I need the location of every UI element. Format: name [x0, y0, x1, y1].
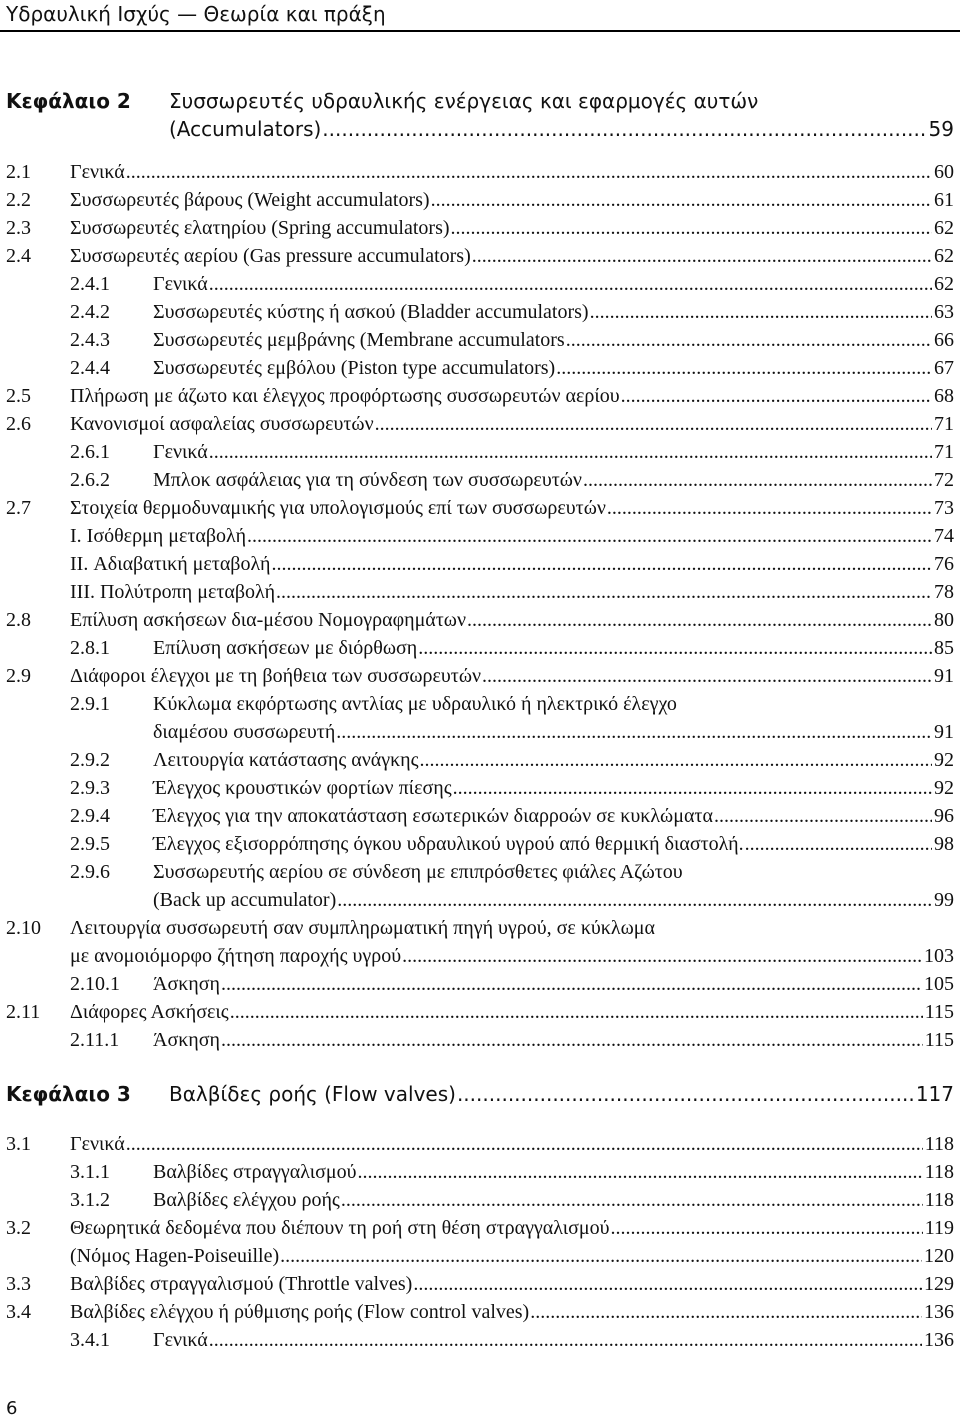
toc-entry[interactable]: [0, 1242, 960, 1270]
dot-leader: [607, 494, 932, 522]
dot-leader: [209, 1326, 922, 1354]
toc-entry-number: 2.3: [6, 217, 31, 239]
dot-leader: [418, 634, 932, 662]
toc-entry-title: Συσσωρευτές βάρους (Weight accumulators): [70, 189, 430, 211]
toc-entry-page: 118: [924, 1133, 954, 1155]
dot-leader: [413, 1270, 922, 1298]
toc-entry-number: 2.9.2: [70, 749, 110, 771]
toc-entry-number: 2.9.5: [70, 833, 110, 855]
dot-leader: [276, 578, 932, 606]
toc-entry-number: 3.1: [6, 1133, 31, 1155]
toc-entry-page: 71: [934, 413, 954, 435]
toc-entry-number: 3.3: [6, 1273, 31, 1295]
toc-entry[interactable]: [0, 522, 960, 550]
toc-entry-title: II. Αδιαβατική μεταβολή: [70, 553, 271, 575]
toc-entry-number: 3.4.1: [70, 1329, 110, 1351]
toc-entry-page: 136: [924, 1301, 954, 1323]
dot-leader: [420, 746, 932, 774]
toc-entry-title: Γενικά: [153, 441, 208, 463]
toc-entry-title: Έλεγχος κρουστικών φορτίων πίεσης: [153, 777, 452, 799]
toc-entry[interactable]: [0, 1026, 960, 1054]
toc-entry-title: I. Ισόθερμη μεταβολή: [70, 525, 247, 547]
toc-entry[interactable]: [0, 438, 960, 466]
toc-entry-title: III. Πολύτροπη μεταβολή: [70, 581, 276, 603]
toc-entry[interactable]: [0, 1326, 960, 1354]
toc-entry-number: 2.10.1: [70, 973, 120, 995]
dot-leader: [482, 662, 932, 690]
toc-entry-page: 85: [934, 637, 954, 659]
toc-entry-title: Έλεγχος εξισορρόπησης όγκου υδραυλικού υγρού από θερμική διαστολή.: [153, 833, 744, 855]
toc-entry[interactable]: [0, 662, 960, 690]
toc-entry-page: 80: [934, 609, 954, 631]
toc-entry-title: Άσκηση: [153, 1029, 221, 1051]
toc-entry-page: 115: [924, 1029, 954, 1051]
toc-entry-title: Συσσωρευτές εμβόλου (Piston type accumulators): [153, 357, 556, 379]
toc-entry[interactable]: [0, 382, 960, 410]
toc-entry-title: Επίλυση ασκήσεων με διόρθωση: [153, 637, 418, 659]
toc-entry-number: 2.2: [6, 189, 31, 211]
toc-entry-title: (Νόμος Hagen-Poiseuille): [70, 1245, 280, 1267]
dot-leader: [556, 354, 932, 382]
toc-entry-title: Διάφορες Ασκήσεις: [70, 1001, 229, 1023]
toc-entry-page: 63: [934, 301, 954, 323]
dot-leader: [341, 1186, 923, 1214]
toc-entry-number: 2.10: [6, 917, 41, 939]
toc-entry-number: 3.1.1: [70, 1161, 110, 1183]
toc-entry[interactable]: [0, 214, 960, 242]
toc-entry[interactable]: [0, 1186, 960, 1214]
dot-leader: [431, 186, 932, 214]
toc-entry-page: 76: [934, 553, 954, 575]
toc-entry-page: 99: [934, 889, 954, 911]
toc-entry-number: 2.11: [6, 1001, 41, 1023]
toc-entry[interactable]: [0, 1270, 960, 1298]
toc-entry[interactable]: [0, 298, 960, 326]
toc-entry-number: 2.4.3: [70, 329, 110, 351]
toc-entry[interactable]: [0, 774, 960, 802]
toc-entry[interactable]: [0, 886, 960, 914]
toc-entry-number: 3.4: [6, 1301, 31, 1323]
toc-entry-number: 2.9.3: [70, 777, 110, 799]
toc-entry-page: 103: [924, 945, 954, 967]
running-header: Υδραυλική Ισχύς — Θεωρία και πράξη: [6, 2, 386, 26]
toc-entry-title: Επίλυση ασκήσεων δια-μέσου Νομογραφημάτων: [70, 609, 467, 631]
dot-leader: [745, 830, 932, 858]
toc-entry-title: Βαλβίδες στραγγαλισμού (Throttle valves): [70, 1273, 413, 1295]
toc-entry[interactable]: [0, 466, 960, 494]
toc-entry-number: 2.4.4: [70, 357, 110, 379]
toc-entry-title: Έλεγχος για την αποκατάσταση εσωτερικών διαρροών σε κυκλώματα: [153, 805, 713, 827]
toc-entry[interactable]: [0, 1214, 960, 1242]
dot-leader: [221, 1026, 923, 1054]
chapter-2-title-line2: [0, 115, 960, 143]
toc-entry-page: 115: [924, 1001, 954, 1023]
toc-entry-number: 3.1.2: [70, 1189, 110, 1211]
toc-entry-page: 92: [934, 777, 954, 799]
toc-entry-number: 2.9.6: [70, 861, 110, 883]
toc-entry-page: 118: [924, 1189, 954, 1211]
toc-entry-page: 78: [934, 581, 954, 603]
toc-entry-page: 62: [934, 245, 954, 267]
dot-leader: [402, 942, 922, 970]
toc-entry-title: Πλήρωση με άζωτο και έλεγχος προφόρτωσης συσσωρευτών αερίου: [70, 385, 620, 407]
toc-entry-page: 120: [924, 1245, 954, 1267]
toc-entry[interactable]: [0, 858, 960, 886]
toc-entry[interactable]: [0, 410, 960, 438]
dot-leader: [566, 326, 932, 354]
toc-entry[interactable]: [0, 746, 960, 774]
toc-entry-number: 2.6.1: [70, 441, 110, 463]
dot-leader: [453, 774, 932, 802]
toc-entry-page: 119: [924, 1217, 954, 1239]
toc-entry-title: Συσσωρευτής αερίου σε σύνδεση με επιπρόσθετες φιάλες Αζώτου: [153, 861, 683, 883]
toc-entry-page: 66: [934, 329, 954, 351]
toc-entry-title: Βαλβίδες ελέγχου ροής: [153, 1189, 340, 1211]
toc-entry-page: 118: [924, 1161, 954, 1183]
dot-leader: [714, 802, 932, 830]
toc-entry-number: 2.9: [6, 665, 31, 687]
toc-entry-number: 2.9.1: [70, 693, 110, 715]
chapter-title-line2: (Accumulators): [169, 117, 322, 141]
toc-entry-page: 92: [934, 749, 954, 771]
dot-leader: [247, 522, 932, 550]
toc-entry-page: 105: [924, 973, 954, 995]
toc-entry-page: 71: [934, 441, 954, 463]
toc-entry-page: 61: [934, 189, 954, 211]
toc-entry-number: 2.4: [6, 245, 31, 267]
chapter-title-line1: Συσσωρευτές υδραυλικής ενέργειας και εφαρμογές αυτών: [169, 89, 759, 113]
toc-entry[interactable]: [0, 606, 960, 634]
toc-entry[interactable]: [0, 354, 960, 382]
toc-entry[interactable]: [0, 802, 960, 830]
chapter-title: Βαλβίδες ροής (Flow valves): [169, 1082, 456, 1106]
toc-entry[interactable]: [0, 1298, 960, 1326]
dot-leader: [336, 718, 932, 746]
toc-entry-title: Γενικά: [70, 161, 125, 183]
toc-entry-number: 2.7: [6, 497, 31, 519]
dot-leader: [583, 466, 932, 494]
page-number: 6: [6, 1398, 18, 1419]
chapter-label: Κεφάλαιο 3: [6, 1082, 131, 1106]
toc-entry-number: 2.4.2: [70, 301, 110, 323]
toc-entry-page: 91: [934, 721, 954, 743]
toc-entry-number: 2.6.2: [70, 469, 110, 491]
dot-leader: [375, 410, 932, 438]
toc-entry-title: Κύκλωμα εκφόρτωσης αντλίας με υδραυλικό ή ηλεκτρικό έλεγχο: [153, 693, 677, 715]
toc-entry-title: Διάφοροι έλεγχοι με τη βοήθεια των συσσωρευτών: [70, 665, 482, 687]
dot-leader: [590, 298, 932, 326]
dot-leader: [126, 158, 932, 186]
toc-entry-number: 2.1: [6, 161, 31, 183]
toc-entry-page: 62: [934, 273, 954, 295]
toc-entry[interactable]: [0, 242, 960, 270]
toc-entry-page: 67: [934, 357, 954, 379]
dot-leader: [358, 1158, 923, 1186]
toc-entry-title: Συσσωρευτές μεμβράνης (Membrane accumulators: [153, 329, 565, 351]
toc-entry[interactable]: [0, 998, 960, 1026]
dot-leader: [621, 382, 932, 410]
toc-entry[interactable]: [0, 634, 960, 662]
dot-leader: [271, 550, 932, 578]
toc-entry-number: 2.4.1: [70, 273, 110, 295]
toc-entry-number: 3.2: [6, 1217, 31, 1239]
toc-entry-title: Άσκηση: [153, 973, 221, 995]
toc-entry-number: 2.6: [6, 413, 31, 435]
dot-leader: [221, 970, 922, 998]
toc-entry-title: με ανομοιόμορφο ζήτηση παροχής υγρού: [70, 945, 402, 967]
toc-entry[interactable]: [0, 1130, 960, 1158]
toc-entry-title: Θεωρητικά δεδομένα που διέπουν τη ροή στη θέση στραγγαλισμού: [70, 1217, 610, 1239]
dot-leader: [209, 270, 932, 298]
toc-entry-page: 74: [934, 525, 954, 547]
toc-entry-title: Κανονισμοί ασφαλείας συσσωρευτών: [70, 413, 374, 435]
toc-entry-title: Λειτουργία συσσωρευτή σαν συμπληρωματική πηγή υγρού, σε κύκλωμα: [70, 917, 655, 939]
toc-entry[interactable]: [0, 718, 960, 746]
toc-entry-number: 2.5: [6, 385, 31, 407]
toc-entry-title: Γενικά: [153, 1329, 208, 1351]
toc-entry-page: 60: [934, 161, 954, 183]
chapter-3-title-row: [0, 1080, 960, 1108]
dot-leader: [451, 214, 932, 242]
toc-entry[interactable]: [0, 494, 960, 522]
dot-leader: [472, 242, 932, 270]
toc-entry-page: 68: [934, 385, 954, 407]
toc-entry-number: 2.11.1: [70, 1029, 120, 1051]
toc-entry-title: Μπλοκ ασφάλειας για τη σύνδεση των συσσωρευτών: [153, 469, 582, 491]
dot-leader: [209, 438, 932, 466]
toc-entry-page: 62: [934, 217, 954, 239]
dot-leader: [610, 1214, 922, 1242]
toc-entry-title: Βαλβίδες ελέγχου ή ρύθμισης ροής (Flow control valves): [70, 1301, 530, 1323]
toc-entry[interactable]: [0, 186, 960, 214]
toc-entry[interactable]: [0, 942, 960, 970]
toc-entry[interactable]: [0, 270, 960, 298]
toc-entry-title: Στοιχεία θερμοδυναμικής για υπολογισμούς επί των συσσωρευτών: [70, 497, 606, 519]
toc-entry[interactable]: [0, 1158, 960, 1186]
dot-leader: [126, 1130, 923, 1158]
toc-entry-number: 2.8.1: [70, 637, 110, 659]
toc-entry-page: 136: [924, 1329, 954, 1351]
chapter-page: 117: [915, 1082, 954, 1106]
dot-leader: [467, 606, 932, 634]
toc-entry-page: 129: [924, 1273, 954, 1295]
toc-entry-title: Γενικά: [70, 1133, 125, 1155]
toc-entry-title: (Back up accumulator): [153, 889, 337, 911]
chapter-label: Κεφάλαιο 2: [6, 89, 131, 113]
toc-entry-page: 72: [934, 469, 954, 491]
dot-leader: [337, 886, 932, 914]
toc-entry[interactable]: [0, 550, 960, 578]
toc-entry[interactable]: [0, 578, 960, 606]
toc-entry-title: Συσσωρευτές ελατηρίου (Spring accumulators): [70, 217, 450, 239]
dot-leader: [230, 998, 923, 1026]
dot-leader: [530, 1298, 922, 1326]
toc-entry[interactable]: [0, 326, 960, 354]
toc-entry-page: 98: [934, 833, 954, 855]
toc-entry[interactable]: [0, 970, 960, 998]
toc-entry-page: 91: [934, 665, 954, 687]
chapter-page: 59: [928, 117, 954, 141]
toc-entry[interactable]: [0, 158, 960, 186]
toc-entry-number: 2.9.4: [70, 805, 110, 827]
toc-entry-page: 73: [934, 497, 954, 519]
dot-leader: [280, 1242, 922, 1270]
toc-entry[interactable]: [0, 914, 960, 942]
toc-entry-title: Συσσωρευτές αερίου (Gas pressure accumulators): [70, 245, 471, 267]
toc-entry-title: Συσσωρευτές κύστης ή ασκού (Bladder accumulators): [153, 301, 589, 323]
toc-entry-title: Γενικά: [153, 273, 208, 295]
toc-entry-title: Λειτουργία κατάστασης ανάγκης: [153, 749, 419, 771]
toc-entry[interactable]: [0, 690, 960, 718]
toc-entry-title: Βαλβίδες στραγγαλισμού: [153, 1161, 357, 1183]
toc-entry-number: 2.8: [6, 609, 31, 631]
header-rule: [0, 30, 960, 32]
toc-entry[interactable]: [0, 830, 960, 858]
toc-entry-title: διαμέσου συσσωρευτή: [153, 721, 336, 743]
toc-entry-page: 96: [934, 805, 954, 827]
